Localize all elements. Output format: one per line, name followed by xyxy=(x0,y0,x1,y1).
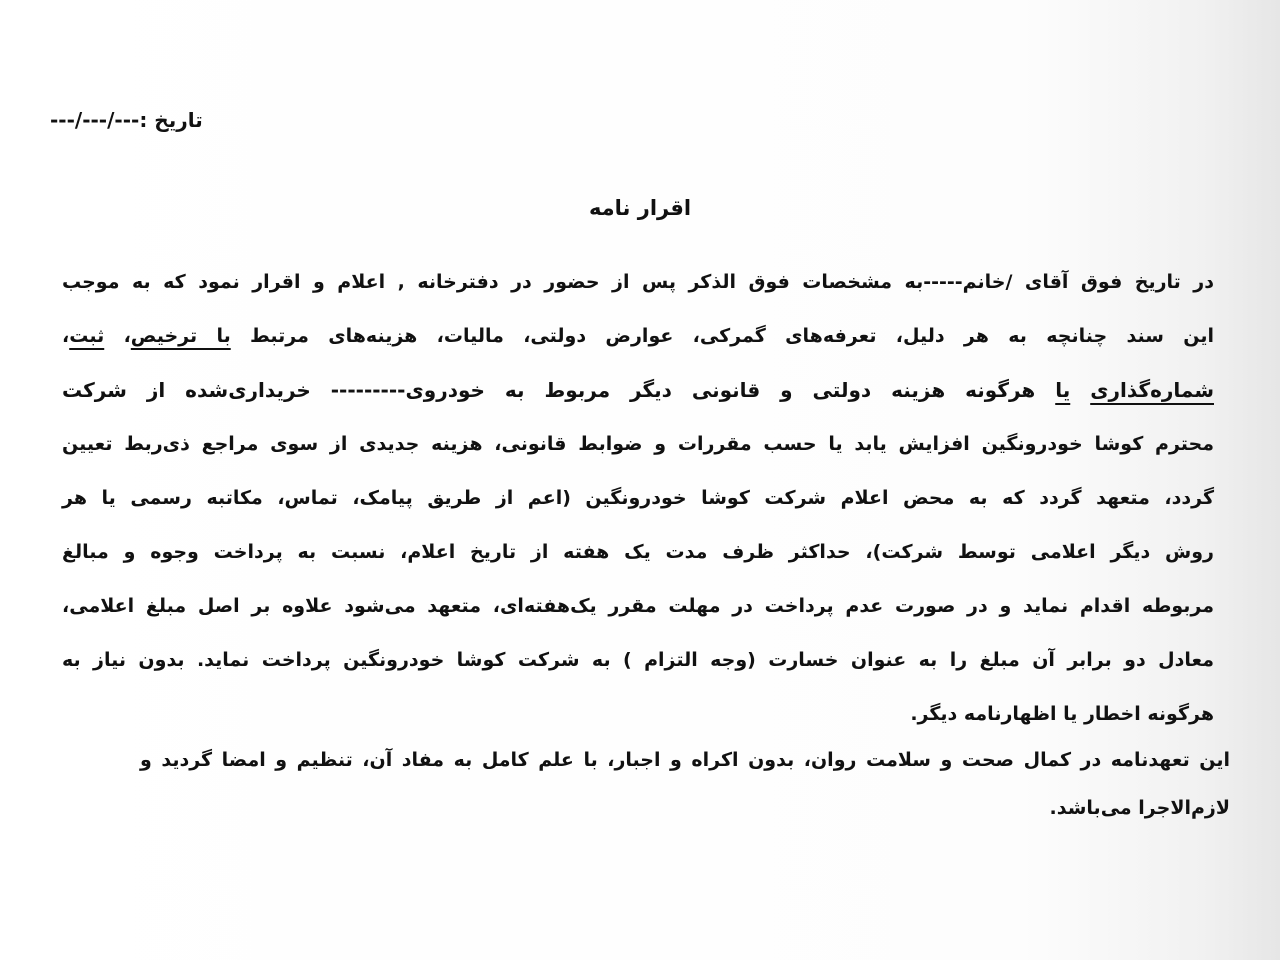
closing-paragraph xyxy=(140,740,1230,836)
body-line-3 xyxy=(62,370,1214,424)
body-line-2-separator: ، xyxy=(104,325,131,347)
body-line-5: گردد، متعهد گردد که به محض اعلام شرکت کوشا خودرونگین (اعم از طریق پیامک، تماس، مکاتبه رسمی یا هر xyxy=(62,487,1214,509)
date-label: تاریخ : xyxy=(139,108,203,132)
underlined-or: یا xyxy=(1055,378,1071,402)
declaration-body xyxy=(62,262,1214,748)
body-line-2 xyxy=(62,316,1214,370)
body-line-4: محترم کوشا خودرونگین افزایش یابد یا حسب مقررات و ضوابط قانونی، هزینه جدیدی از سوی مراجع ذی‌ربط تعیین xyxy=(62,433,1214,455)
body-line-1: در تاریخ فوق آقای /خانم-----به مشخصات فوق الذکر پس از حضور در دفترخانه , اعلام و اقرار نمود که به موجب xyxy=(62,271,1214,293)
closing-line-1: این تعهدنامه در کمال صحت و سلامت روان، بدون اکراه و اجبار، با علم کامل به مفاد آن، تنظیم و امضا گردید و xyxy=(140,749,1230,771)
body-line-8: معادل دو برابر آن مبلغ را به عنوان خسارت (وجه التزام ) به شرکت کوشا خودرونگین پرداخت نماید. بدون نیاز به xyxy=(62,649,1214,671)
date-line xyxy=(50,108,290,132)
body-line-2-text: این سند چنانچه به هر دلیل، تعرفه‌های گمرکی، عوارض دولتی، مالیات، هزینه‌های مرتبط xyxy=(230,325,1214,347)
document-title: اقرار نامه xyxy=(588,196,692,220)
date-value: ---/---/--- xyxy=(50,108,140,132)
body-line-9: هرگونه اخطار یا اظهارنامه دیگر. xyxy=(910,703,1214,725)
underlined-numbering: شماره‌گذاری xyxy=(1090,378,1214,402)
body-line-3-space xyxy=(1070,378,1090,402)
body-line-2-end: ، xyxy=(62,325,70,347)
underlined-clearance: با ترخیص xyxy=(130,325,231,347)
underlined-registration: ثبت xyxy=(69,325,105,347)
body-line-6: روش دیگر اعلامی توسط شرکت)، حداکثر ظرف مدت یک هفته از تاریخ اعلام، نسبت به پرداخت وجوه و مبالغ xyxy=(62,541,1214,563)
body-line-7: مربوطه اقدام نماید و در صورت عدم پرداخت در مهلت مقرر یک‌هفته‌ای، متعهد می‌شود علاوه بر اصل مبلغ اعلامی، xyxy=(62,595,1214,617)
body-line-3-text: هرگونه هزینه دولتی و قانونی دیگر مربوط به خودروی--------- خریداری‌شده از شرکت xyxy=(62,378,1056,402)
closing-line-2: لازم‌الاجرا می‌باشد. xyxy=(1049,797,1230,819)
